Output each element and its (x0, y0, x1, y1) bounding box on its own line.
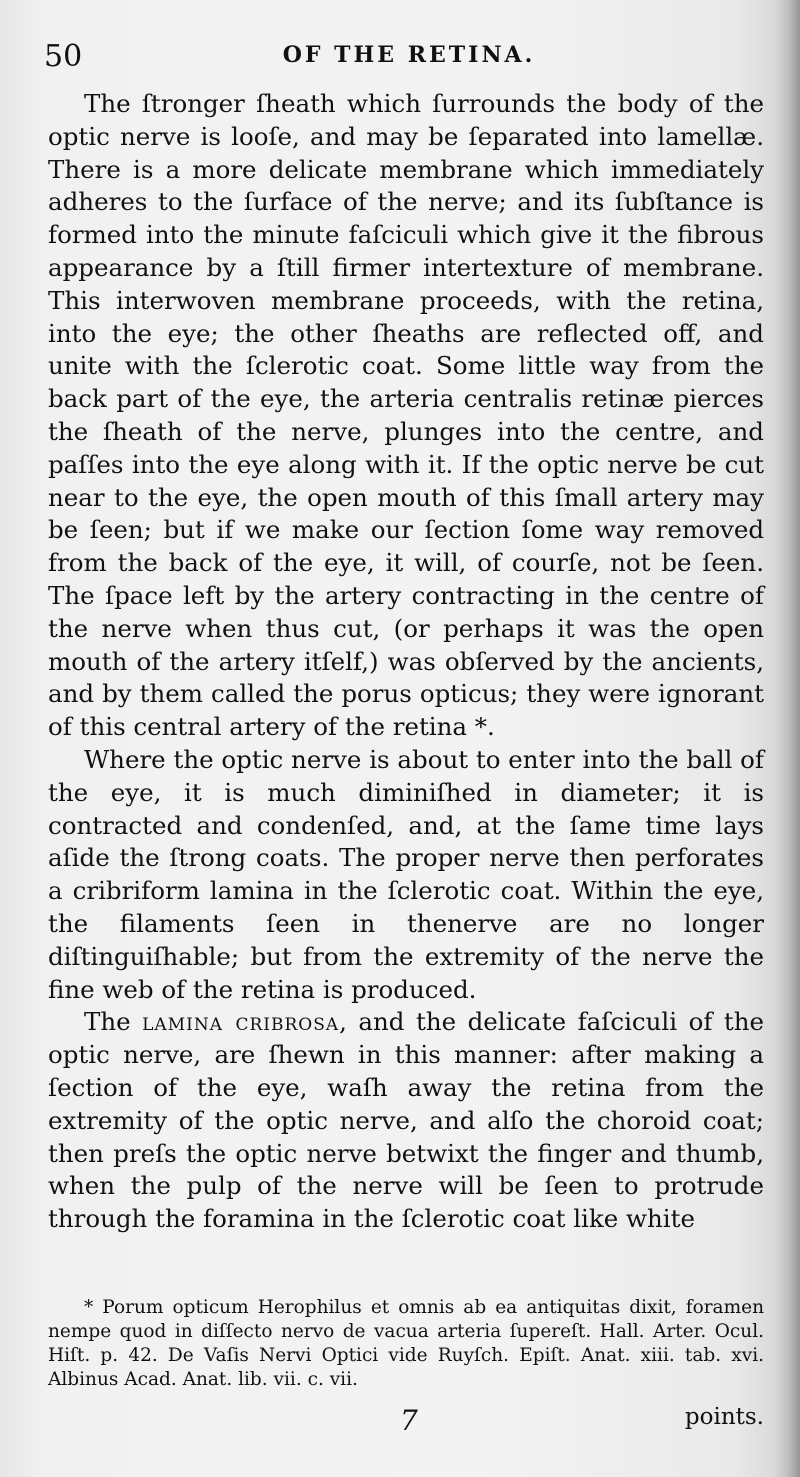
running-head: OF THE RETINA. (282, 42, 536, 68)
footnote-text: * Porum opticum Herophilus et omnis ab ea antiquitas dixit, foramen nempe quod in diſſecto nervo de vacua arteria ſupereſt. Hall. Arter. Ocul. Hiſt. p. 42. De Vaſis Nervi Optici vide Ruyſch. Epiſt. Anat. xiii. tab. xvi. Albinus Acad. Anat. lib. vii. c. vii. (48, 1297, 764, 1390)
main-text (48, 88, 764, 1236)
signature-mark: 7 (400, 1404, 418, 1437)
page-header (44, 36, 774, 76)
paragraph-2: Where the optic nerve is about to enter into the ball of the eye, it is much diminiſhed in diameter; it is contracted and condenſed, and, at the ſame time lays aſide the ſtrong coats. The proper nerve then perforates a cribriform lamina in the ſclerotic coat. Within the eye, the filaments ſeen in thenerve are no longer diſtinguiſhable; but from the extremity of the nerve the fine web of the retina is produced. (48, 744, 764, 1004)
paragraph-3-rest: , and the delicate faſciculi of the optic nerve, are ſhewn in this manner: after making a ſection of the eye, waſh away the retina from the extremity of the optic nerve, and alſo the choroid coat; then preſs the optic nerve betwixt the finger and thumb, when the pulp of the nerve will be ſeen to protrude through the foramina in the ſclerotic coat like white (48, 1007, 764, 1234)
footnote (48, 1296, 764, 1392)
paragraph-1: The ſtronger ſheath which ſurrounds the body of the optic nerve is looſe, and may be ſeparated into lamellæ. There is a more delicate membrane which immediately adheres to the ſurface of the nerve; and its ſubſtance is formed into the minute faſciculi which give it the fibrous appearance by a ſtill firmer intertexture of membrane. This interwoven membrane proceeds, with the retina, into the eye; the other ſheaths are reflected off, and unite with the ſclerotic coat. Some little way from the back part of the eye, the arteria centralis retinæ pierces the ſheath of the nerve, plunges into the centre, and paſſes into the eye along with it. If the optic nerve be cut near to the eye, the open mouth of this ſmall artery may be ſeen; but if we make our ſection ſome way removed from the back of the eye, it will, of courſe, not be ſeen. The ſpace left by the artery contracting in the centre of the nerve when thus cut, (or perhaps it was the open mouth of the artery itſelf,) was obſerved by the ancients, and by them called the porus opticus; they were ignorant of this central artery of the retina *. (48, 89, 764, 742)
paragraph-3 (48, 1006, 764, 1236)
page-number: 50 (44, 39, 83, 74)
lamina-cribrosa-term: lamina cribrosa (142, 1007, 340, 1037)
page-gutter-shadow (774, 0, 800, 1477)
catchword: points. (684, 1404, 764, 1430)
paragraph-3-lead: The (84, 1007, 131, 1037)
